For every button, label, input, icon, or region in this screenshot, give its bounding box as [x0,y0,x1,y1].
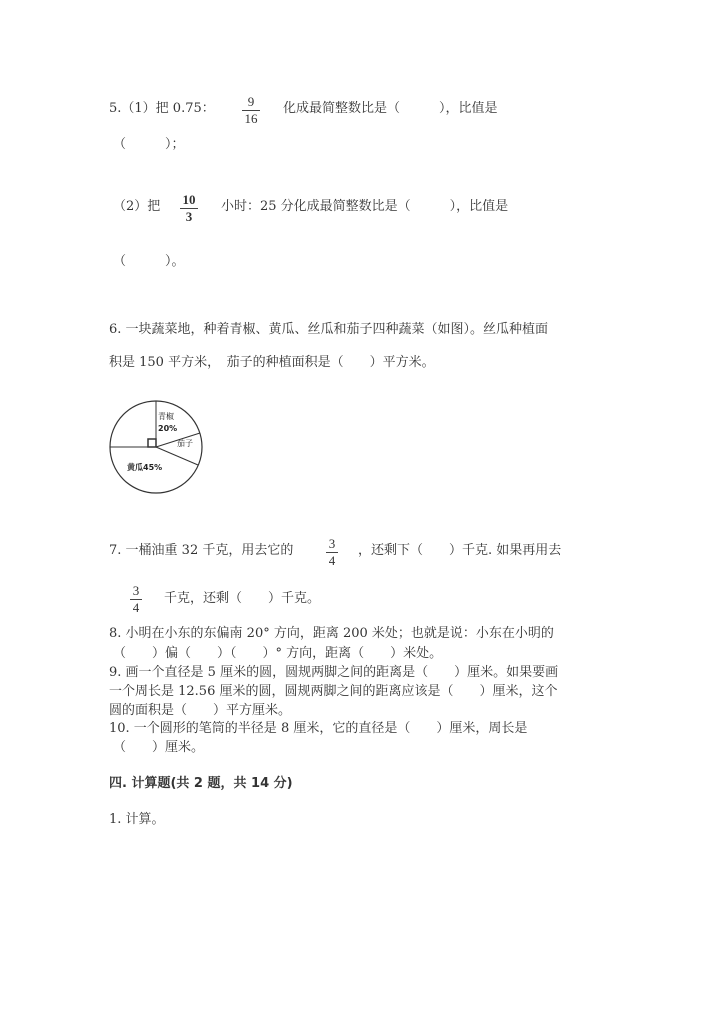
fraction-numerator: 9 [247,94,255,109]
q9-line3: 圆的面积是（ ）平方厘米。 [109,703,292,718]
q8-line2: （ ）偏（ ）（ ）° 方向，距离（ ）米处。 [113,646,443,661]
q5-line4: （ ）。 [113,254,185,269]
q10-line1: 10. 一个圆形的笔筒的半径是 8 厘米，它的直径是（ ）厘米，周长是 [109,721,528,736]
q10-line2: （ ）厘米。 [113,740,205,755]
vegetable-pie-chart [108,400,208,496]
q5-line1-end: 化成最简整数比是（ ），比值是 [283,101,498,116]
section4-question1: 1. 计算。 [109,812,165,827]
label-qingjiao: 青椒 [158,412,174,421]
q8-line1: 8. 小明在小东的东偏南 20° 方向，距离 200 米处；也就是说：小东在小明的 [109,626,554,641]
label-qingjiao-percent: 20% [158,424,178,433]
q5-line3-end: 小时：25 分化成最简整数比是（ ），比值是 [221,199,509,214]
q6-line2: 积是 150 平方米， 茄子的种植面积是（ ）平方米。 [109,355,435,370]
q9-line1: 9. 画一个直径是 5 厘米的圆，圆规两脚之间的距离是（ ）厘米。如果要画 [109,665,559,680]
fraction-denominator: 3 [185,209,193,224]
section-title: 四. 计算题(共 2 题，共 14 分) [109,776,293,791]
q5-line1-start: 5.（1）把 0.75： [109,101,215,116]
q7-line1-start: 7. 一桶油重 32 千克，用去它的 [109,543,294,558]
fraction-denominator: 16 [244,111,258,126]
q7-fraction-3-4-b [130,584,142,615]
q5-line3-start: （2）把 [113,199,161,214]
q7-line2: 千克，还剩（ ）千克。 [164,591,321,606]
q9-line2: 一个周长是 12.56 厘米的圆，圆规两脚之间的距离应该是（ ）厘米，这个 [109,684,558,699]
q5-line2: （ ）； [113,137,185,152]
q5-fraction-10-3 [180,193,198,224]
fraction-numerator: 10 [182,192,196,207]
fraction-numerator: 3 [132,583,140,598]
label-qiezi: 茄子 [177,439,193,448]
q6-line1: 6. 一块蔬菜地，种着青椒、黄瓜、丝瓜和茄子四种蔬菜（如图）。丝瓜种植面 [109,322,549,337]
label-huanggua: 黄瓜45% [127,463,163,472]
q7-line1-end: ，还剩下（ ）千克. 如果再用去 [358,543,562,558]
q5-fraction-9-16 [242,95,260,126]
fraction-denominator: 4 [328,553,336,568]
fraction-numerator: 3 [328,536,336,551]
q7-fraction-3-4-a [326,537,338,568]
fraction-denominator: 4 [132,600,140,615]
